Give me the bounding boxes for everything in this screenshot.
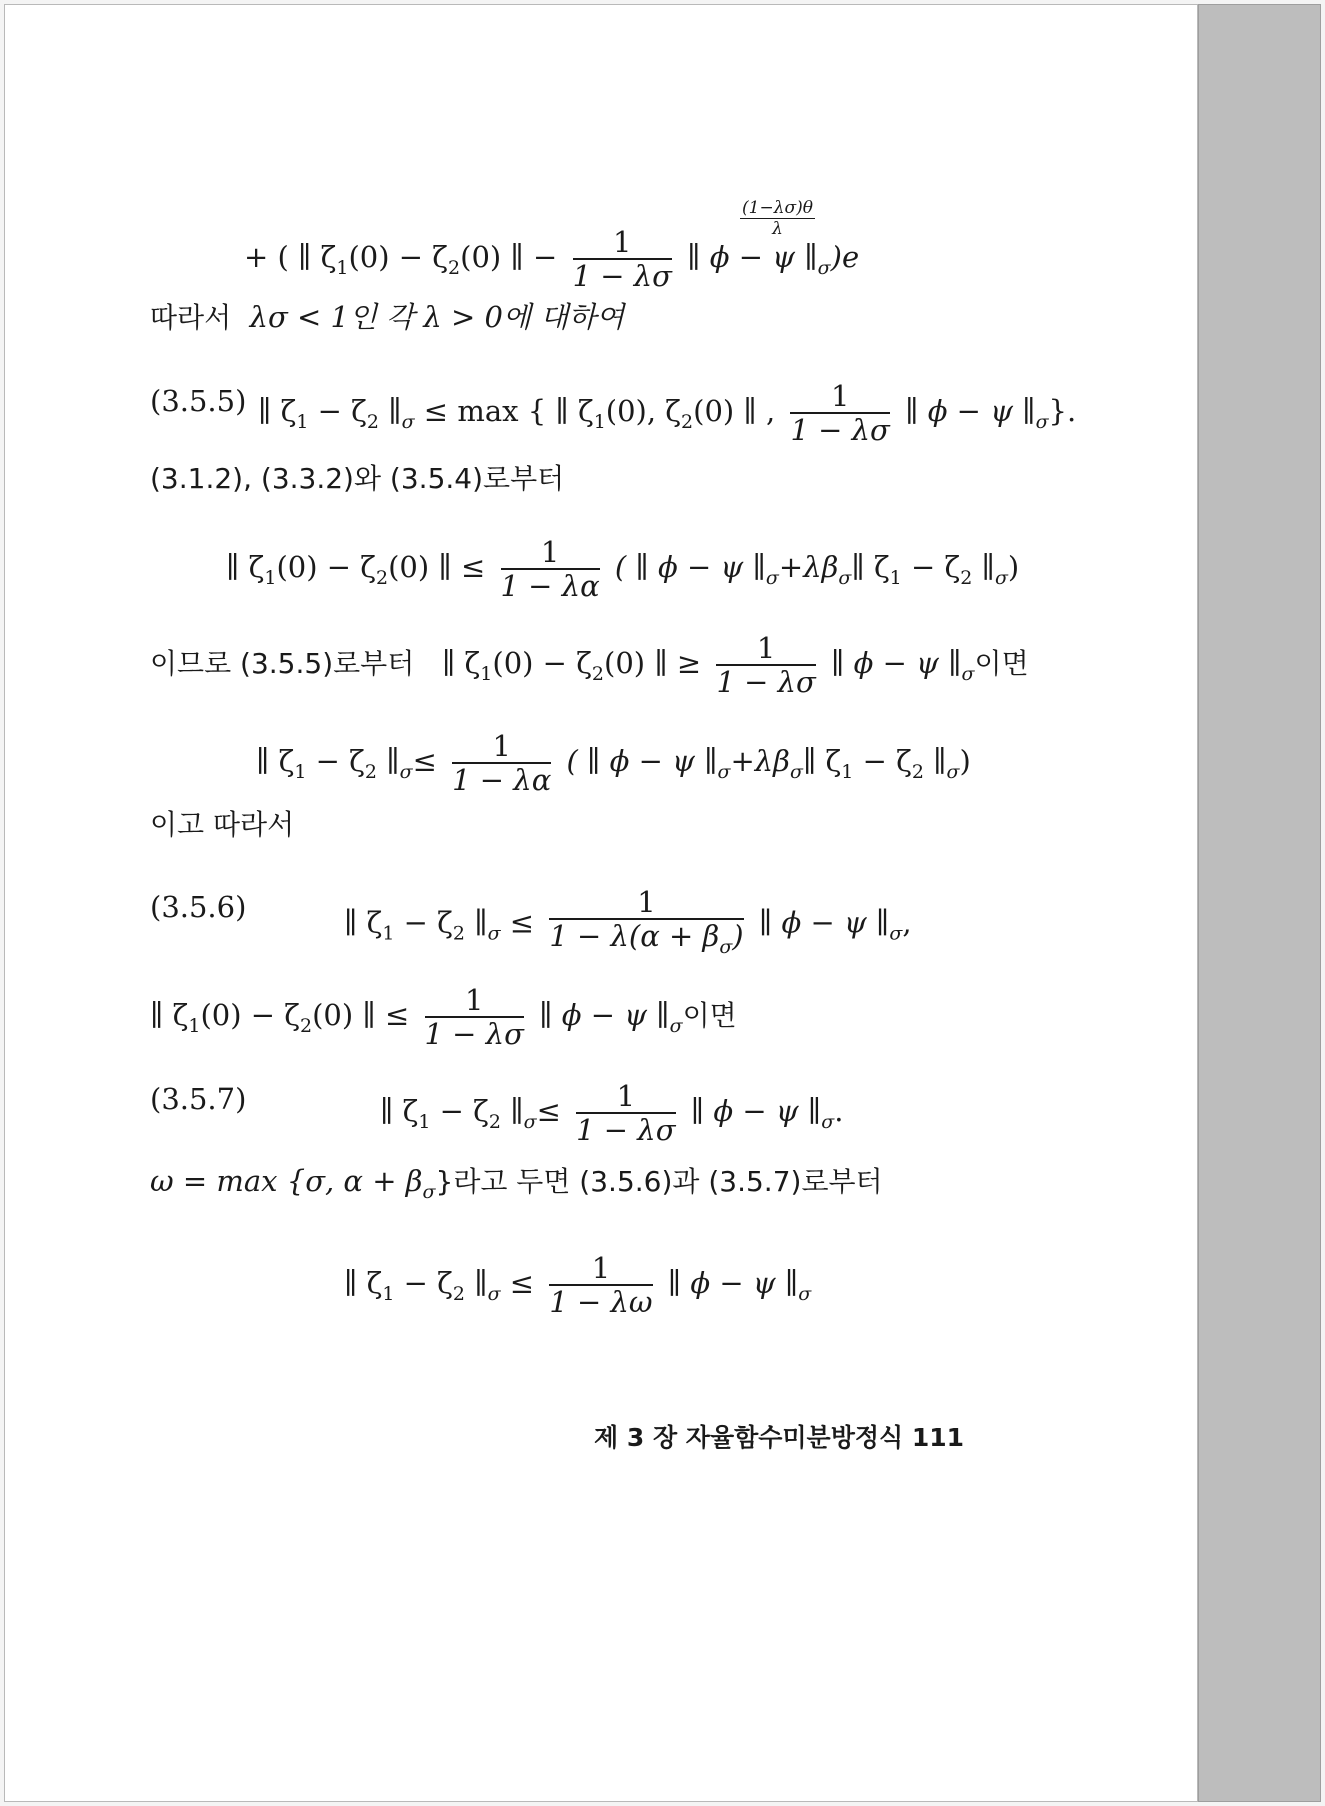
math-text: (0) ∥ ≥: [604, 646, 702, 680]
math-text: ): [959, 744, 971, 778]
subscript: σ: [946, 761, 960, 783]
math-text: ∥ ζ: [851, 550, 890, 584]
math-text: (0) ∥ ≤: [388, 550, 486, 584]
paragraph-2: (3.1.2), (3.3.2)와 (3.5.4)로부터: [150, 462, 565, 495]
exponent-fraction: [740, 198, 815, 239]
math-text: .: [834, 1094, 844, 1128]
math-text: }.: [1048, 394, 1077, 428]
subscript: σ: [523, 1111, 537, 1133]
subscript: σ: [401, 411, 415, 433]
math-text: (0) ∥ −: [460, 240, 558, 274]
subscript: 2: [375, 567, 389, 589]
subscript: σ: [789, 761, 803, 783]
fraction-denominator: 1 − λσ: [790, 413, 890, 447]
subscript: 2: [452, 922, 465, 945]
math-text: 1 − λ(α + β: [549, 919, 720, 953]
equation-c: [344, 1252, 811, 1318]
fraction-denominator: 1 − λσ: [572, 259, 672, 293]
math-text: − ζ: [308, 394, 367, 428]
equation-a: [226, 536, 1019, 602]
subscript: σ: [994, 567, 1008, 589]
math-text: ∥: [923, 744, 947, 778]
korean-text: 따라서: [150, 301, 232, 334]
subscript: σ: [717, 761, 731, 783]
subscript: σ: [1035, 411, 1049, 433]
subscript: 2: [299, 1015, 313, 1037]
math-text: ∥: [376, 744, 400, 778]
math-text: +λβ: [778, 550, 839, 584]
fraction-denominator: 1 − λω: [549, 1285, 653, 1319]
subscript: 1: [841, 761, 854, 783]
math-text: − ζ: [901, 550, 961, 584]
fraction: [501, 536, 600, 602]
math-text: ∥ ϕ − ψ ∥: [758, 905, 890, 940]
math-text: ∥ ζ: [256, 744, 295, 778]
math-text: ( ∥ ϕ − ψ ∥: [614, 550, 766, 584]
fraction-numerator: 1: [573, 226, 672, 260]
math-text: ∥: [378, 394, 402, 428]
math-text: ∥ ϕ − ψ ∥: [667, 1266, 799, 1300]
subscript: 1: [382, 1283, 395, 1305]
subscript: σ: [399, 761, 413, 783]
subscript: 2: [448, 257, 461, 279]
equation-label-356: (3.5.6): [150, 890, 247, 924]
math-text: − ζ: [853, 744, 912, 778]
fraction-numerator: 1: [549, 1252, 652, 1286]
exponent-denominator: λ: [772, 219, 783, 239]
fraction: [716, 632, 815, 698]
fraction: [452, 730, 551, 796]
fraction-denominator: 1 − λσ: [424, 1017, 524, 1051]
korean-text: 이면: [974, 647, 1029, 680]
math-text: )e: [830, 240, 860, 274]
equation-b: [256, 730, 971, 796]
subscript: 1: [418, 1111, 431, 1133]
fraction-numerator: 1: [790, 380, 889, 414]
subscript: 2: [911, 761, 924, 783]
subscript: 2: [364, 761, 377, 783]
subscript: σ: [487, 922, 501, 945]
subscript: 1: [296, 411, 309, 433]
subscript: 1: [336, 257, 349, 279]
equation-label-355: (3.5.5): [150, 384, 247, 418]
math-text: ∥ ζ: [344, 905, 383, 940]
subscript: 1: [480, 663, 493, 685]
math-text: − ζ: [394, 905, 453, 940]
math-text: + ( ∥ ζ: [244, 240, 337, 274]
math-text: ∥ ϕ − ψ ∥: [539, 998, 670, 1032]
math-text: ∥ ζ: [802, 744, 842, 778]
math-text: ≤: [536, 1094, 561, 1128]
math-text: +λβ: [730, 744, 790, 778]
math-text: − ζ: [394, 1266, 453, 1300]
math-text: (0) − ζ: [348, 240, 449, 274]
math-text: ,: [902, 905, 912, 940]
subscript: 2: [366, 411, 379, 433]
fraction: [573, 226, 672, 292]
fraction-numerator: 1: [716, 632, 815, 666]
math-text: ∥ ζ: [150, 998, 189, 1032]
equation-label-357: (3.5.7): [150, 1082, 247, 1116]
exponent-numerator: (1−λσ)θ: [742, 198, 813, 218]
math-text: ∥ ϕ − ψ ∥: [831, 646, 962, 680]
subscript: 1: [593, 411, 606, 433]
math-text: ≤: [500, 1266, 535, 1300]
paragraph-1: [150, 300, 624, 335]
math-text: ): [732, 919, 744, 953]
equation-357: [380, 1080, 843, 1146]
math-text: ∥ ϕ − ψ ∥: [690, 1094, 822, 1128]
math-text: (0) ∥ ≤: [312, 998, 410, 1032]
subscript: 2: [591, 663, 605, 685]
subscript: σ: [487, 1283, 501, 1305]
paragraph-6: [150, 1164, 883, 1209]
subscript: σ: [669, 1015, 683, 1037]
math-text: ∥ ζ: [258, 394, 297, 428]
fraction-denominator: [549, 920, 743, 963]
fraction-numerator: 1: [576, 1080, 675, 1114]
fraction: [425, 984, 524, 1050]
math-text: ∥ ϕ − ψ ∥: [905, 394, 1036, 428]
fraction-numerator: 1: [452, 730, 551, 764]
korean-text: }라고 두면 (3.5.6)과 (3.5.7)로부터: [435, 1165, 883, 1198]
fraction-numerator: 1: [549, 886, 743, 920]
paragraph-4: 이고 따라서: [150, 808, 295, 841]
fraction-denominator: 1 − λσ: [716, 665, 816, 699]
subscript: σ: [821, 1111, 835, 1133]
korean-text: 이므로 (3.5.5)로부터: [150, 647, 415, 680]
subscript: 1: [382, 922, 395, 945]
fraction-denominator: 1 − λσ: [576, 1113, 676, 1147]
subscript: 1: [889, 567, 902, 589]
equation-355: [258, 380, 1076, 446]
math-text: ∥ ζ: [441, 646, 481, 680]
fraction-denominator: 1 − λα: [500, 569, 600, 603]
paragraph-3: [150, 632, 1029, 698]
math-text: ∥: [464, 905, 488, 940]
subscript: 1: [264, 567, 277, 589]
subscript: σ: [765, 567, 779, 589]
math-text: − ζ: [306, 744, 365, 778]
paragraph-5: [150, 984, 737, 1050]
subscript: 2: [960, 567, 973, 589]
math-text: (0) − ζ: [276, 550, 376, 584]
page-footer: 제 3 장 자율함수미분방정식 111: [594, 1423, 965, 1452]
math-text: ≤: [500, 905, 535, 940]
fraction-numerator: 1: [425, 984, 524, 1018]
math-text: λσ < 1인 각 λ > 0에 대하여: [249, 300, 625, 334]
math-text: ∥: [972, 550, 995, 584]
subscript: 2: [681, 411, 694, 433]
subscript: 1: [188, 1015, 201, 1037]
math-text: ∥ ζ: [344, 1266, 383, 1300]
subscript: 2: [452, 1283, 465, 1305]
math-text: (0) − ζ: [200, 998, 300, 1032]
math-text: ≤ max { ∥ ζ: [414, 394, 594, 428]
subscript: σ: [838, 567, 852, 589]
equation-356: [344, 886, 912, 963]
fraction: [576, 1080, 675, 1146]
math-text: ≤: [412, 744, 437, 778]
subscript: σ: [422, 1181, 436, 1203]
fraction: [790, 380, 889, 446]
fraction: [549, 886, 743, 963]
fraction-denominator: 1 − λα: [452, 763, 552, 797]
math-text: ∥ ζ: [380, 1094, 419, 1128]
math-text: ∥: [500, 1094, 524, 1128]
subscript: 1: [294, 761, 307, 783]
math-text: ∥ ζ: [226, 550, 265, 584]
subscript: σ: [961, 663, 975, 685]
fraction-numerator: 1: [501, 536, 600, 570]
math-text: − ζ: [430, 1094, 489, 1128]
subscript: σ: [817, 257, 831, 279]
math-text: (0) ∥ ,: [693, 394, 776, 428]
subscript: 2: [488, 1111, 501, 1133]
math-text: ω = max {σ, α + β: [150, 1164, 423, 1198]
korean-text: 이면: [682, 999, 737, 1032]
math-text: ( ∥ ϕ − ψ ∥: [566, 744, 718, 778]
math-text: ∥: [464, 1266, 488, 1300]
subscript: σ: [889, 922, 903, 945]
math-text: (0) − ζ: [492, 646, 592, 680]
math-text: ∥ ϕ − ψ ∥: [687, 240, 818, 274]
fraction: [549, 1252, 652, 1318]
math-text: (0), ζ: [605, 394, 682, 428]
math-text: ): [1007, 550, 1020, 584]
page-stack-edge: [1198, 4, 1321, 1802]
subscript: σ: [719, 936, 733, 958]
subscript: σ: [798, 1283, 812, 1305]
